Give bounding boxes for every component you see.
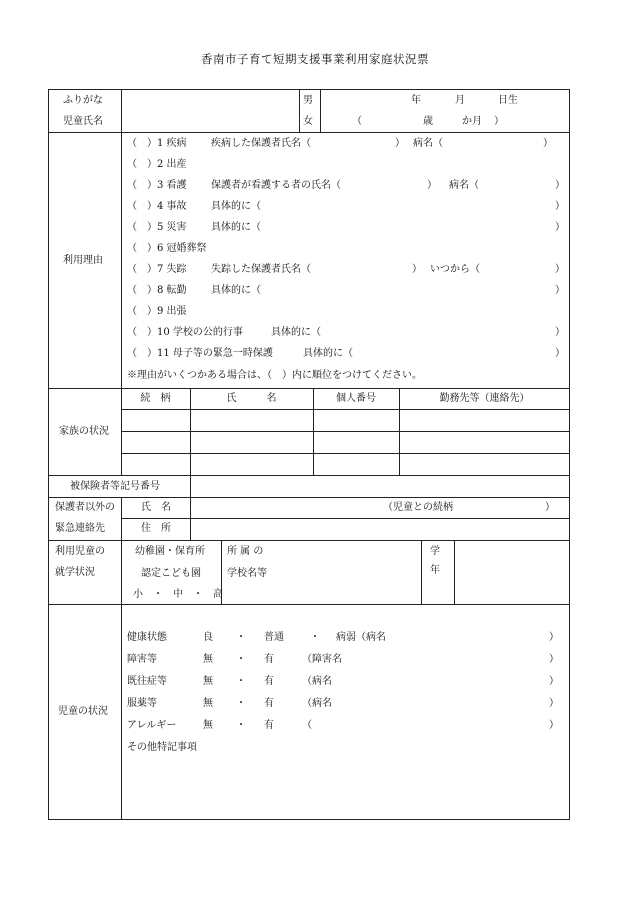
family-label: 家族の状況 <box>59 426 109 437</box>
table-rule <box>320 89 321 132</box>
form-text: 具体的に（ <box>211 285 261 296</box>
form-text: 有 <box>264 720 274 731</box>
form-text: 有 <box>264 654 274 665</box>
child-status-label: 児童の状況 <box>58 706 108 717</box>
emergency-relation-close: ） <box>545 502 555 513</box>
form-text: ） <box>395 138 405 149</box>
emergency-label-2: 緊急連絡先 <box>55 523 105 534</box>
form-text: アレルギー <box>127 720 177 731</box>
family-col-workplace: 勤務先等（連絡先） <box>439 393 530 404</box>
female-option: 女 <box>303 116 313 127</box>
table-rule <box>48 604 570 605</box>
form-text: （ ）5 災害 <box>127 222 187 233</box>
school-type-2: 認定こども園 <box>141 568 201 579</box>
form-text: 具体的に（ <box>211 222 261 233</box>
form-text: （ ）10 学校の公的行事 <box>127 327 243 338</box>
form-text: ） <box>555 180 565 191</box>
form-text: （ ）4 事故 <box>127 201 187 212</box>
form-text: 普通 <box>264 632 284 643</box>
furigana-label: ふりがな <box>63 95 103 106</box>
school-affiliation-2: 学校名等 <box>227 568 267 579</box>
birth-year-label: 年 <box>411 95 421 106</box>
form-text: 有 <box>264 698 274 709</box>
form-text: ） <box>555 348 565 359</box>
emergency-name-label: 氏 名 <box>141 502 171 513</box>
form-text: 病弱（病名 <box>336 632 386 643</box>
form-text: 無 <box>203 720 213 731</box>
school-grade-2: 年 <box>430 565 440 576</box>
other-notes-label: その他特記事項 <box>127 742 197 753</box>
table-rule <box>421 540 422 604</box>
form-text: 健康状態 <box>127 632 167 643</box>
form-text: ） <box>427 180 437 191</box>
age-months-label: か月 <box>462 116 482 127</box>
age-open-paren: （ <box>352 116 362 127</box>
form-text: ） <box>549 720 559 731</box>
table-rule <box>190 475 191 497</box>
birth-month-label: 月 <box>455 95 465 106</box>
emergency-address-label: 住 所 <box>141 523 171 534</box>
form-text: （障害名 <box>302 654 342 665</box>
form-text: （ ）2 出産 <box>127 159 187 170</box>
form-text: ） <box>555 201 565 212</box>
form-text: ） <box>543 138 553 149</box>
emergency-label-1: 保護者以外の <box>55 502 115 513</box>
reasons-label: 利用理由 <box>63 255 103 266</box>
form-text: 具体的に（ <box>211 201 261 212</box>
school-grade-1: 学 <box>430 546 440 557</box>
form-text: （ ）9 出張 <box>127 306 187 317</box>
form-text: ） <box>549 698 559 709</box>
male-option: 男 <box>303 95 313 106</box>
school-affiliation-1: 所 属 の <box>227 546 264 557</box>
form-text: 失踪した保護者氏名（ <box>211 264 311 275</box>
table-rule <box>454 540 455 604</box>
form-text: いつから（ <box>430 264 480 275</box>
school-type-1: 幼稚園・保育所 <box>135 546 205 557</box>
form-text: ） <box>555 222 565 233</box>
form-text: 既往症等 <box>127 676 167 687</box>
table-rule <box>121 409 570 410</box>
form-text: 無 <box>203 654 213 665</box>
form-text: ・ <box>236 720 246 731</box>
form-text: 保護者が看護する者の氏名（ <box>211 180 341 191</box>
table-rule <box>48 388 570 389</box>
form-text: ・ <box>236 632 246 643</box>
table-rule <box>299 89 300 132</box>
school-label-1: 利用児童の <box>55 546 105 557</box>
age-years-label: 歳 <box>423 116 433 127</box>
school-type-3: 小 ・ 中 ・ 高 <box>133 589 223 600</box>
form-text: （ ）3 看護 <box>127 180 187 191</box>
table-rule <box>48 475 570 476</box>
family-col-id: 個人番号 <box>336 393 376 404</box>
table-rule <box>48 540 570 541</box>
form-text: ） <box>555 264 565 275</box>
form-text: （ ）11 母子等の緊急一時保護 <box>127 348 273 359</box>
form-text: ・ <box>236 698 246 709</box>
form-text: 疾病した保護者氏名（ <box>211 138 311 149</box>
form-text: （ ）1 疾病 <box>127 138 187 149</box>
table-rule <box>121 497 122 820</box>
form-text: ） <box>412 264 422 275</box>
form-text: ） <box>549 632 559 643</box>
form-text: （ ）6 冠婚葬祭 <box>127 243 207 254</box>
school-label-2: 就学状況 <box>55 567 95 578</box>
form-text: ） <box>555 327 565 338</box>
form-table <box>48 89 570 820</box>
form-text: 無 <box>203 698 213 709</box>
form-text: ） <box>555 285 565 296</box>
form-text: （ ）7 失踪 <box>127 264 187 275</box>
family-col-name: 氏 名 <box>226 393 277 404</box>
table-rule <box>48 497 570 498</box>
child-name-label: 児童氏名 <box>63 116 103 127</box>
form-text: ） <box>549 676 559 687</box>
form-text: ・ <box>310 632 320 643</box>
table-rule <box>190 497 191 540</box>
page-title: 香南市子育て短期支援事業利用家庭状況票 <box>201 52 429 66</box>
form-text: （病名 <box>302 698 332 709</box>
birth-day-label: 日生 <box>498 95 518 106</box>
form-text: 有 <box>264 676 274 687</box>
form-text: 具体的に（ <box>271 327 321 338</box>
form-text: （ <box>302 720 312 731</box>
family-col-relation: 続 柄 <box>140 393 171 404</box>
table-rule <box>121 518 570 519</box>
form-text: 病名（ <box>449 180 479 191</box>
age-close-paren: ） <box>494 116 504 127</box>
form-text: 服薬等 <box>127 698 157 709</box>
table-rule <box>121 89 122 475</box>
form-text: 良 <box>203 632 213 643</box>
form-text: （病名 <box>302 676 332 687</box>
form-text: 具体的に（ <box>303 348 353 359</box>
reasons-note: ※理由がいくつかある場合は、（ ）内に順位をつけてください。 <box>127 370 422 381</box>
form-text: ） <box>549 654 559 665</box>
form-text: （ ）8 転勤 <box>127 285 187 296</box>
form-text: 無 <box>203 676 213 687</box>
emergency-relation-label: （児童との続柄 <box>383 502 453 513</box>
table-rule <box>121 431 570 432</box>
form-text: ・ <box>236 676 246 687</box>
form-text: ・ <box>236 654 246 665</box>
table-rule <box>121 453 570 454</box>
insurance-label: 被保険者等記号番号 <box>70 481 160 492</box>
form-text: 病名（ <box>413 138 443 149</box>
table-rule <box>48 132 570 133</box>
form-text: 障害等 <box>127 654 157 665</box>
